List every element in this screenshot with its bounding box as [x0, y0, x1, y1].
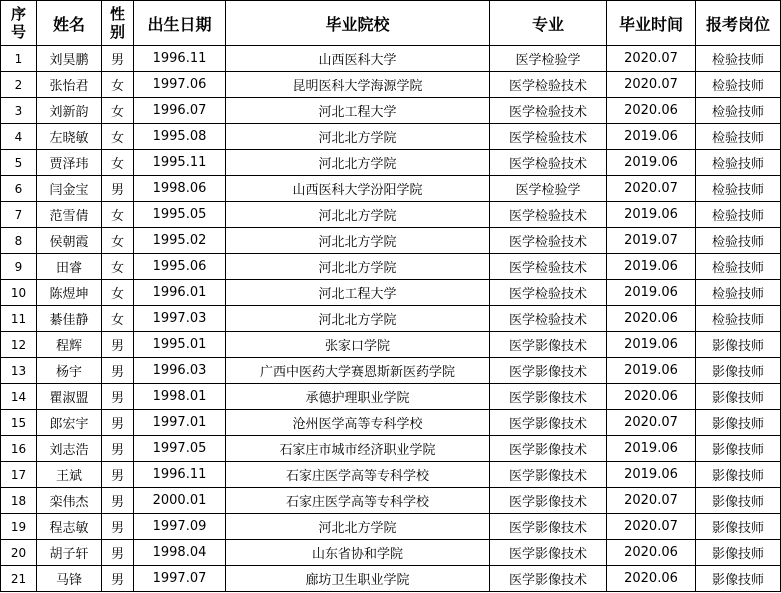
cell-position: 检验技师	[696, 280, 781, 306]
cell-gender: 男	[102, 436, 134, 462]
cell-position: 影像技师	[696, 332, 781, 358]
table-row	[1, 124, 781, 150]
cell-position: 影像技师	[696, 436, 781, 462]
table-row	[1, 488, 781, 514]
cell-seq: 12	[1, 332, 37, 358]
cell-gender: 男	[102, 332, 134, 358]
cell-name: 马锋	[37, 566, 102, 592]
cell-seq: 9	[1, 254, 37, 280]
cell-name: 程辉	[37, 332, 102, 358]
cell-birth: 1997.07	[134, 566, 226, 592]
cell-major: 医学影像技术	[490, 358, 607, 384]
cell-grad: 2020.06	[607, 540, 696, 566]
cell-school: 河北北方学院	[226, 202, 490, 228]
cell-seq: 13	[1, 358, 37, 384]
table-row	[1, 306, 781, 332]
table-row	[1, 462, 781, 488]
header-grad: 毕业时间	[607, 1, 696, 46]
cell-position: 影像技师	[696, 358, 781, 384]
header-major: 专业	[490, 1, 607, 46]
cell-name: 郎宏宇	[37, 410, 102, 436]
cell-seq: 5	[1, 150, 37, 176]
table-row	[1, 358, 781, 384]
cell-position: 影像技师	[696, 384, 781, 410]
cell-seq: 8	[1, 228, 37, 254]
cell-grad: 2019.06	[607, 358, 696, 384]
cell-seq: 19	[1, 514, 37, 540]
cell-birth: 1995.08	[134, 124, 226, 150]
cell-major: 医学影像技术	[490, 410, 607, 436]
cell-school: 广西中医药大学赛恩斯新医药学院	[226, 358, 490, 384]
header-name: 姓名	[37, 1, 102, 46]
cell-major: 医学检验技术	[490, 72, 607, 98]
cell-position: 影像技师	[696, 410, 781, 436]
cell-name: 杨宇	[37, 358, 102, 384]
cell-gender: 男	[102, 176, 134, 202]
cell-grad: 2020.06	[607, 384, 696, 410]
cell-name: 贾泽玮	[37, 150, 102, 176]
header-birth: 出生日期	[134, 1, 226, 46]
cell-birth: 1995.11	[134, 150, 226, 176]
cell-position: 检验技师	[696, 228, 781, 254]
cell-major: 医学影像技术	[490, 566, 607, 592]
cell-grad: 2019.06	[607, 462, 696, 488]
table-row	[1, 150, 781, 176]
cell-school: 石家庄医学高等专科学校	[226, 462, 490, 488]
cell-seq: 20	[1, 540, 37, 566]
header-school: 毕业院校	[226, 1, 490, 46]
cell-birth: 1998.06	[134, 176, 226, 202]
cell-grad: 2020.07	[607, 410, 696, 436]
cell-grad: 2019.06	[607, 280, 696, 306]
table-row	[1, 384, 781, 410]
table-row	[1, 410, 781, 436]
cell-seq: 18	[1, 488, 37, 514]
cell-birth: 1998.04	[134, 540, 226, 566]
cell-school: 山东省协和学院	[226, 540, 490, 566]
cell-major: 医学影像技术	[490, 436, 607, 462]
cell-birth: 1997.09	[134, 514, 226, 540]
cell-position: 检验技师	[696, 46, 781, 72]
cell-school: 石家庄市城市经济职业学院	[226, 436, 490, 462]
table-row	[1, 436, 781, 462]
cell-school: 河北北方学院	[226, 306, 490, 332]
cell-major: 医学检验技术	[490, 98, 607, 124]
cell-birth: 1997.03	[134, 306, 226, 332]
cell-school: 河北北方学院	[226, 514, 490, 540]
cell-major: 医学检验学	[490, 176, 607, 202]
cell-seq: 11	[1, 306, 37, 332]
cell-birth: 1996.11	[134, 46, 226, 72]
cell-birth: 1998.01	[134, 384, 226, 410]
cell-gender: 男	[102, 514, 134, 540]
cell-school: 河北工程大学	[226, 98, 490, 124]
cell-name: 綦佳静	[37, 306, 102, 332]
cell-school: 山西医科大学	[226, 46, 490, 72]
cell-seq: 14	[1, 384, 37, 410]
table-body	[1, 46, 781, 592]
cell-seq: 6	[1, 176, 37, 202]
cell-school: 河北北方学院	[226, 228, 490, 254]
cell-grad: 2020.06	[607, 566, 696, 592]
cell-seq: 21	[1, 566, 37, 592]
cell-gender: 男	[102, 462, 134, 488]
cell-gender: 男	[102, 46, 134, 72]
table-row	[1, 540, 781, 566]
cell-grad: 2019.06	[607, 254, 696, 280]
cell-grad: 2019.06	[607, 124, 696, 150]
cell-position: 检验技师	[696, 176, 781, 202]
cell-gender: 女	[102, 150, 134, 176]
cell-birth: 1995.01	[134, 332, 226, 358]
cell-seq: 4	[1, 124, 37, 150]
header-gender: 性别	[102, 1, 134, 46]
cell-major: 医学检验技术	[490, 280, 607, 306]
cell-position: 影像技师	[696, 514, 781, 540]
cell-name: 刘志浩	[37, 436, 102, 462]
cell-gender: 女	[102, 98, 134, 124]
cell-major: 医学影像技术	[490, 488, 607, 514]
cell-school: 河北北方学院	[226, 150, 490, 176]
table-row	[1, 46, 781, 72]
cell-birth: 1997.06	[134, 72, 226, 98]
cell-gender: 女	[102, 254, 134, 280]
cell-major: 医学影像技术	[490, 384, 607, 410]
cell-school: 张家口学院	[226, 332, 490, 358]
cell-major: 医学影像技术	[490, 462, 607, 488]
cell-name: 左晓敏	[37, 124, 102, 150]
cell-birth: 1997.01	[134, 410, 226, 436]
cell-name: 田睿	[37, 254, 102, 280]
cell-gender: 男	[102, 410, 134, 436]
cell-gender: 男	[102, 488, 134, 514]
cell-major: 医学影像技术	[490, 332, 607, 358]
header-seq: 序号	[1, 1, 37, 46]
cell-name: 张怡君	[37, 72, 102, 98]
cell-name: 范雪倩	[37, 202, 102, 228]
cell-gender: 女	[102, 72, 134, 98]
cell-school: 河北北方学院	[226, 254, 490, 280]
cell-school: 昆明医科大学海源学院	[226, 72, 490, 98]
cell-seq: 2	[1, 72, 37, 98]
table-row	[1, 176, 781, 202]
cell-name: 刘新韵	[37, 98, 102, 124]
cell-grad: 2020.07	[607, 488, 696, 514]
cell-name: 闫金宝	[37, 176, 102, 202]
cell-name: 栾伟杰	[37, 488, 102, 514]
header-position: 报考岗位	[696, 1, 781, 46]
cell-grad: 2019.06	[607, 332, 696, 358]
cell-position: 影像技师	[696, 540, 781, 566]
table-row	[1, 202, 781, 228]
cell-position: 检验技师	[696, 98, 781, 124]
cell-name: 王斌	[37, 462, 102, 488]
cell-school: 山西医科大学汾阳学院	[226, 176, 490, 202]
cell-school: 承德护理职业学院	[226, 384, 490, 410]
cell-name: 陈煜坤	[37, 280, 102, 306]
cell-gender: 男	[102, 540, 134, 566]
cell-major: 医学检验技术	[490, 150, 607, 176]
cell-birth: 1996.11	[134, 462, 226, 488]
cell-birth: 1995.02	[134, 228, 226, 254]
cell-position: 检验技师	[696, 150, 781, 176]
table-row	[1, 228, 781, 254]
cell-school: 沧州医学高等专科学校	[226, 410, 490, 436]
cell-grad: 2020.07	[607, 72, 696, 98]
cell-school: 石家庄医学高等专科学校	[226, 488, 490, 514]
cell-major: 医学检验学	[490, 46, 607, 72]
cell-gender: 男	[102, 384, 134, 410]
cell-major: 医学检验技术	[490, 124, 607, 150]
cell-name: 程志敏	[37, 514, 102, 540]
cell-seq: 10	[1, 280, 37, 306]
cell-birth: 1996.03	[134, 358, 226, 384]
cell-gender: 女	[102, 306, 134, 332]
cell-birth: 1996.07	[134, 98, 226, 124]
table-row	[1, 98, 781, 124]
cell-seq: 16	[1, 436, 37, 462]
table-row	[1, 254, 781, 280]
cell-major: 医学检验技术	[490, 202, 607, 228]
cell-school: 河北工程大学	[226, 280, 490, 306]
cell-seq: 1	[1, 46, 37, 72]
cell-grad: 2019.06	[607, 150, 696, 176]
cell-grad: 2020.07	[607, 46, 696, 72]
cell-position: 影像技师	[696, 462, 781, 488]
cell-birth: 1995.06	[134, 254, 226, 280]
table-row	[1, 280, 781, 306]
table-row	[1, 332, 781, 358]
cell-gender: 女	[102, 228, 134, 254]
cell-gender: 女	[102, 280, 134, 306]
cell-major: 医学检验技术	[490, 228, 607, 254]
cell-grad: 2019.07	[607, 228, 696, 254]
cell-position: 检验技师	[696, 306, 781, 332]
cell-gender: 女	[102, 124, 134, 150]
cell-seq: 17	[1, 462, 37, 488]
cell-seq: 15	[1, 410, 37, 436]
cell-position: 检验技师	[696, 124, 781, 150]
cell-gender: 女	[102, 202, 134, 228]
cell-school: 廊坊卫生职业学院	[226, 566, 490, 592]
cell-grad: 2020.07	[607, 514, 696, 540]
cell-grad: 2019.06	[607, 436, 696, 462]
cell-position: 检验技师	[696, 72, 781, 98]
table-row	[1, 514, 781, 540]
cell-grad: 2020.06	[607, 306, 696, 332]
cell-school: 河北北方学院	[226, 124, 490, 150]
cell-position: 检验技师	[696, 202, 781, 228]
cell-birth: 1997.05	[134, 436, 226, 462]
cell-position: 检验技师	[696, 254, 781, 280]
table-row	[1, 72, 781, 98]
cell-birth: 2000.01	[134, 488, 226, 514]
cell-major: 医学影像技术	[490, 540, 607, 566]
cell-birth: 1996.01	[134, 280, 226, 306]
cell-major: 医学检验技术	[490, 306, 607, 332]
cell-grad: 2020.07	[607, 176, 696, 202]
cell-major: 医学影像技术	[490, 514, 607, 540]
cell-grad: 2020.06	[607, 98, 696, 124]
table-row	[1, 566, 781, 592]
cell-seq: 7	[1, 202, 37, 228]
cell-grad: 2019.06	[607, 202, 696, 228]
cell-name: 瞿淑盟	[37, 384, 102, 410]
cell-birth: 1995.05	[134, 202, 226, 228]
header-row	[1, 1, 781, 46]
cell-name: 胡子轩	[37, 540, 102, 566]
cell-seq: 3	[1, 98, 37, 124]
cell-major: 医学检验技术	[490, 254, 607, 280]
cell-gender: 男	[102, 358, 134, 384]
cell-name: 侯朝霞	[37, 228, 102, 254]
cell-gender: 男	[102, 566, 134, 592]
cell-position: 影像技师	[696, 566, 781, 592]
cell-position: 影像技师	[696, 488, 781, 514]
cell-name: 刘昊鹏	[37, 46, 102, 72]
